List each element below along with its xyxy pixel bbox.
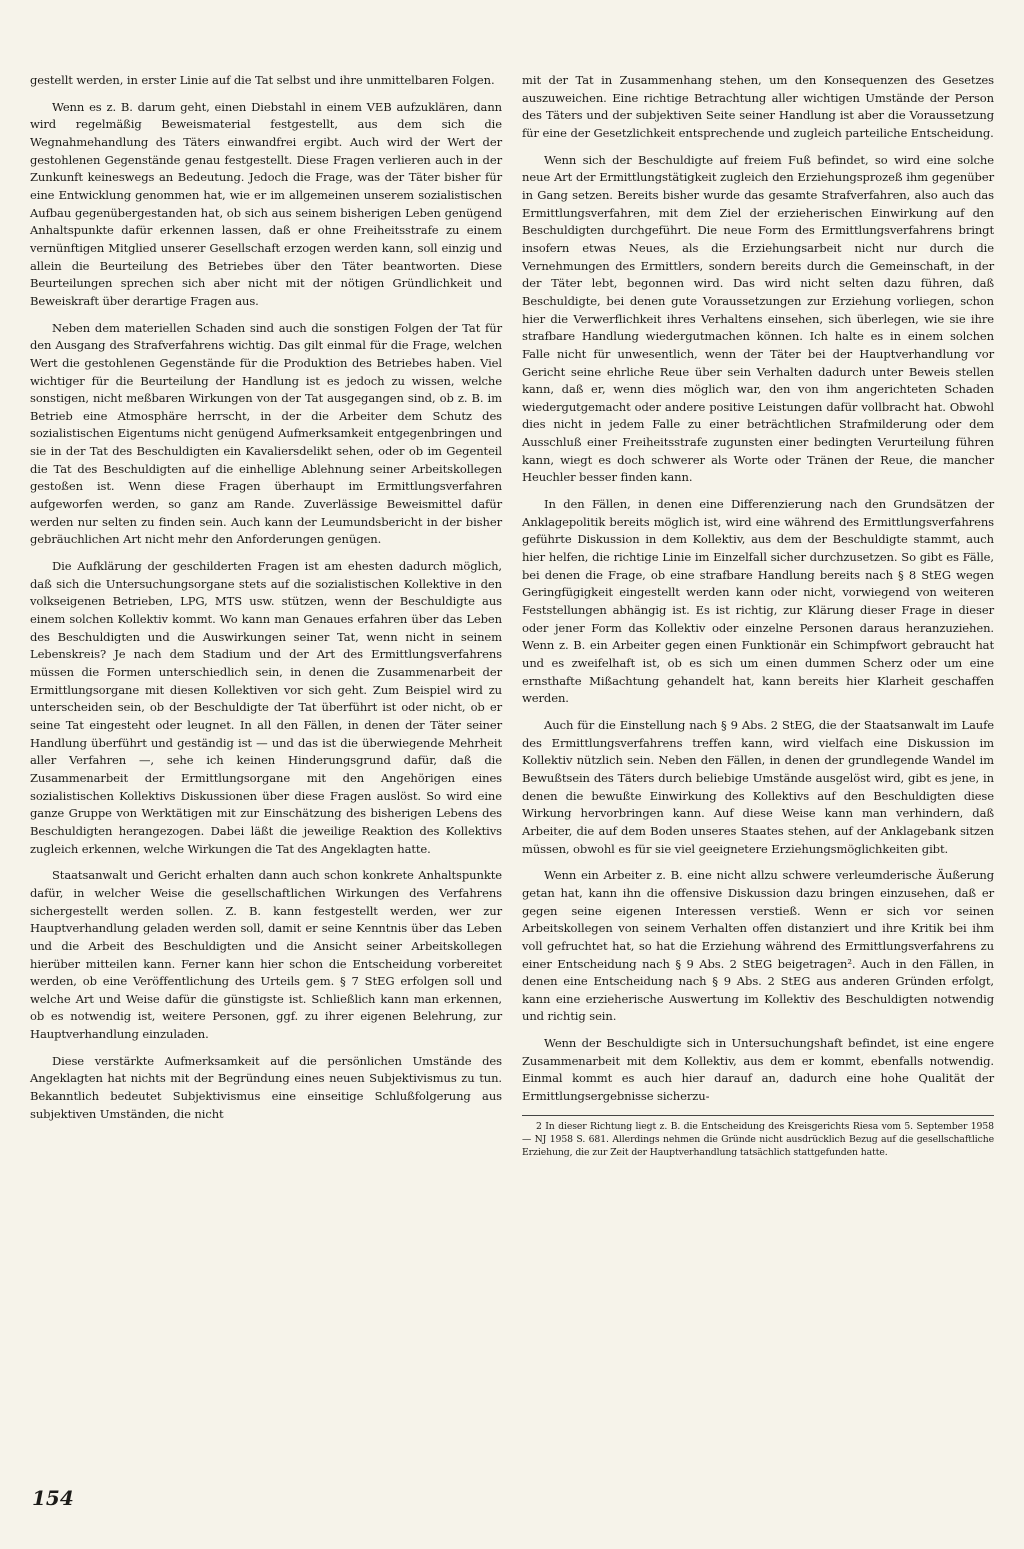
paragraph: Auch für die Einstellung nach § 9 Abs. 2 StEG, die der Staatsanwalt im Laufe des Ermittlungsverfahrens treffen kann, wird vielfach eine Diskussion im Kollektiv nützlich sein. Neben den Fällen, in denen der grundlegende Wandel im Bewußtsein des Täters durch beliebige Umstände ausgelöst wird, gibt es jene, in denen die bewußte Einwirkung des Kollektivs auf den Beschuldigten diese Wirkung hervorbringen kann. Auf diese Weise kann man verhindern, daß Arbeiter, die auf dem Boden unseres Staates stehen, auf der Anklagebank sitzen müssen, obwohl es für sie viel geeignetere Erziehungsmöglichkeiten gibt. <box>522 717 994 856</box>
footnote-text: 2 In dieser Richtung liegt z. B. die Entscheidung des Kreisgerichts Riesa vom 5. September 1958 — NJ 1958 S. 681. Allerdings nehmen die Gründe nicht ausdrücklich Bezug auf die gesellschaftliche Erziehung, die zur Zeit der Hauptverhandlung tatsächlich stattgefunden hatte. <box>522 1120 994 1158</box>
left-column <box>30 72 502 1132</box>
paragraph: Die Aufklärung der geschilderten Fragen ist am ehesten dadurch möglich, daß sich die Untersuchungsorgane stets auf die sozialistischen Kollektive in den volkseigenen Betrieben, LPG, MTS usw. stützen, wenn der Beschuldigte aus einem solchen Kollektiv kommt. Wo kann man Genaues erfahren über das Leben des Beschuldigten und die Auswirkungen seiner Tat, wenn nicht in seinem Lebenskreis? Je nach dem Stadium und der Art des Ermittlungsverfahrens müssen die Formen unterschiedlich sein, in denen die Zusammenarbeit der Ermittlungsorgane mit diesen Kollektiven vor sich geht. Zum Beispiel wird zu unterscheiden sein, ob der Beschuldigte der Tat überführt ist oder nicht, ob er seine Tat eingesteht oder leugnet. In all den Fällen, in denen der Täter seiner Handlung überführt und geständig ist — und das ist die überwiegende Mehrheit aller Verfahren —, sehe ich keinen Hinderungsgrund dafür, daß die Zusammenarbeit der Ermittlungsorgane mit den Angehörigen eines sozialistischen Kollektivs Diskussionen über diese Fragen auslöst. So wird eine ganze Gruppe von Werktätigen mit zur Einschätzung des bisherigen Lebens des Beschuldigten herangezogen. Dabei läßt die jeweilige Reaktion des Kollektivs zugleich erkennen, welche Wirkungen die Tat des Angeklagten hatte. <box>30 559 502 856</box>
paragraph: mit der Tat in Zusammenhang stehen, um den Konsequenzen des Gesetzes auszuweichen. Eine richtige Betrachtung aller wichtigen Umstände der Person des Täters und der subjektiven Seite seiner Handlung ist aber die Voraussetzung für eine der Gesetzlichkeit entsprechende und zugleich parteiliche Entscheidung. <box>522 73 994 140</box>
paragraph: Wenn es z. B. darum geht, einen Diebstahl in einem VEB aufzuklären, dann wird regelmäßig Beweismaterial festgestellt, aus dem sich die Wegnahmehandlung des Täters einwandfrei ergibt. Auch wird der Wert der gestohlenen Gegenstände genau festgestellt. Diese Fragen verlieren auch in der Zunkunft keineswegs an Bedeutung. Jedoch die Frage, was der Täter bisher für eine Entwicklung genommen hat, wie er im allgemeinen unserem sozialistischen Aufbau gegenübergestanden hat, ob sich aus seinem bisherigen Leben genügend Anhaltspunkte dafür erkennen lassen, daß er ohne Freiheitsstrafe zu einem vernünftigen Mitglied unserer Gesellschaft erzogen werden kann, soll einzig und allein die Beurteilung des Betriebes über den Täter beantworten. Diese Beurteilungen sprechen sich aber nicht mit der nötigen Gründlichkeit und Beweiskraft über derartige Fragen aus. <box>30 99 502 308</box>
paragraph: Wenn sich der Beschuldigte auf freiem Fuß befindet, so wird eine solche neue Art der Ermittlungstätigkeit zugleich den Erziehungsprozeß ihm gegenüber in Gang setzen. Bereits bisher wurde das gesamte Strafverfahren, also auch das Ermittlungsverfahren, mit dem Ziel der erzieherischen Einwirkung auf den Beschuldigten durchgeführt. Die neue Form des Ermittlungsverfahrens bringt insofern etwas Neues, als die Erziehungsarbeit nicht nur durch die Vernehmungen des Ermittlers, sondern bereits durch die Gemeinschaft, in der der Täter lebt, begonnen wird. Das wird nicht selten dazu führen, daß Beschuldigte, bei denen gute Voraussetzungen zur Erziehung vorliegen, schon hier die Verwerflichkeit ihres Verhaltens einsehen, sich überlegen, wie sie ihre strafbare Handlung wiedergutmachen können. Ich halte es in einem solchen Falle nicht für unwesentlich, wenn der Täter bei der Hauptverhandlung vor Gericht seine ehrliche Reue über sein Verhalten dadurch unter Beweis stellen kann, daß er, wenn dies möglich war, den von ihm angerichteten Schaden wiedergutgemacht oder andere positive Leistungen dafür vollbracht hat. Obwohl dies nicht in jedem Falle zu einer beträchtlichen Strafmilderung oder dem Ausschluß einer Freiheitsstrafe zugunsten einer bedingten Verurteilung führen kann, wiegt es doch schwerer als Worte oder Tränen der Reue, die mancher Heuchler besser finden kann. <box>522 152 994 485</box>
paragraph: gestellt werden, in erster Linie auf die Tat selbst und ihre unmittelbaren Folgen. <box>30 73 495 87</box>
paragraph: Staatsanwalt und Gericht erhalten dann auch schon konkrete Anhaltspunkte dafür, in welcher Weise die gesellschaftlichen Wirkungen des Verfahrens sichergestellt werden sollen. Z. B. kann festgestellt werden, wer zur Hauptverhandlung geladen werden soll, damit er seine Kenntnis über das Leben und die Arbeit des Beschuldigten und die Ansicht seiner Arbeitskollegen hierüber mitteilen kann. Ferner kann hier schon die Entscheidung vorbereitet werden, ob eine Veröffentlichung des Urteils gem. § 7 StEG erfolgen soll und welche Art und Weise dafür die günstigste ist. Schließlich kann man erkennen, ob es notwendig ist, weitere Personen, ggf. zu ihrer eigenen Belehrung, zur Hauptverhandlung einzuladen. <box>30 868 502 1042</box>
paragraph: Wenn ein Arbeiter z. B. eine nicht allzu schwere verleumderische Äußerung getan hat, kann ihn die offensive Diskussion dazu bringen einzusehen, daß er gegen seine eigenen Interessen verstieß. Wenn er sich vor seinen Arbeitskollegen von seinem Verhalten offen distanziert und ihre Kritik bei ihm voll gefruchtet hat, so hat die Erziehung während des Ermittlungsverfahrens zu einer Entscheidung nach § 9 Abs. 2 StEG beigetragen². Auch in den Fällen, in denen eine Entscheidung nach § 9 Abs. 2 StEG aus anderen Gründen erfolgt, kann eine erzieherische Auswertung im Kollektiv des Beschuldigten notwendig und richtig sein. <box>522 868 994 1024</box>
page-number: 154 <box>32 1486 74 1510</box>
paragraph: In den Fällen, in denen eine Differenzierung nach den Grundsätzen der Anklagepolitik bereits möglich ist, wird eine während des Ermittlungsverfahrens geführte Diskussion in dem Kollektiv, aus dem der Beschuldigte stammt, auch hier helfen, die richtige Linie im Einzelfall sicher durchzusetzen. So gibt es Fälle, bei denen die Frage, ob eine strafbare Handlung bereits nach § 8 StEG wegen Geringfügigkeit eingestellt werden kann oder nicht, vorwiegend von weiteren Feststellungen abhängig ist. Es ist richtig, zur Klärung dieser Frage in dieser oder jener Form das Kollektiv oder einzelne Personen daraus heranzuziehen. Wenn z. B. ein Arbeiter gegen einen Funktionär ein Schimpfwort gebraucht hat und es zweifelhaft ist, ob es sich um einen dummen Scherz oder um eine ernsthafte Mißachtung gehandelt hat, kann bereits hier Klarheit geschaffen werden. <box>522 497 994 706</box>
right-column <box>522 72 994 1159</box>
paragraph: Wenn der Beschuldigte sich in Untersuchungshaft befindet, ist eine engere Zusammenarbeit mit dem Kollektiv, aus dem er kommt, ebenfalls notwendig. Einmal kommt es auch hier darauf an, dadurch eine hohe Qualität der Ermittlungsergebnisse sicherzu- <box>522 1036 994 1104</box>
paragraph: Diese verstärkte Aufmerksamkeit auf die persönlichen Umstände des Angeklagten hat nichts mit der Begründung eines neuen Subjektivismus zu tun. Bekanntlich bedeutet Subjektivismus eine einseitige Schlußfolgerung aus subjektiven Umständen, die nicht <box>30 1053 502 1121</box>
paragraph: Neben dem materiellen Schaden sind auch die sonstigen Folgen der Tat für den Ausgang des Strafverfahrens wichtig. Das gilt einmal für die Frage, welchen Wert die gestohlenen Gegenstände für die Produktion des Betriebes haben. Viel wichtiger für die Beurteilung der Handlung ist es jedoch zu wissen, welche sonstigen, nicht meßbaren Wirkungen von der Tat ausgegangen sind, ob z. B. im Betrieb eine Atmosphäre herrscht, in der die Arbeiter dem Schutz des sozialistischen Eigentums nicht genügend Aufmerksamkeit entgegenbringen und sie in der Tat des Beschuldigten ein Kavaliersdelikt sehen, oder ob im Gegenteil die Tat des Beschuldigten auf die einhellige Ablehnung seiner Arbeitskollegen gestoßen ist. Wenn diese Fragen überhaupt im Ermittlungsverfahren aufgeworfen werden, so ganz am Rande. Zuverlässige Beweismittel dafür werden nur selten zu finden sein. Auch kann der Leumundsbericht in der bisher gebräuchlichen Art nicht mehr den Anforderungen genügen. <box>30 320 502 547</box>
footnote <box>522 1115 994 1159</box>
